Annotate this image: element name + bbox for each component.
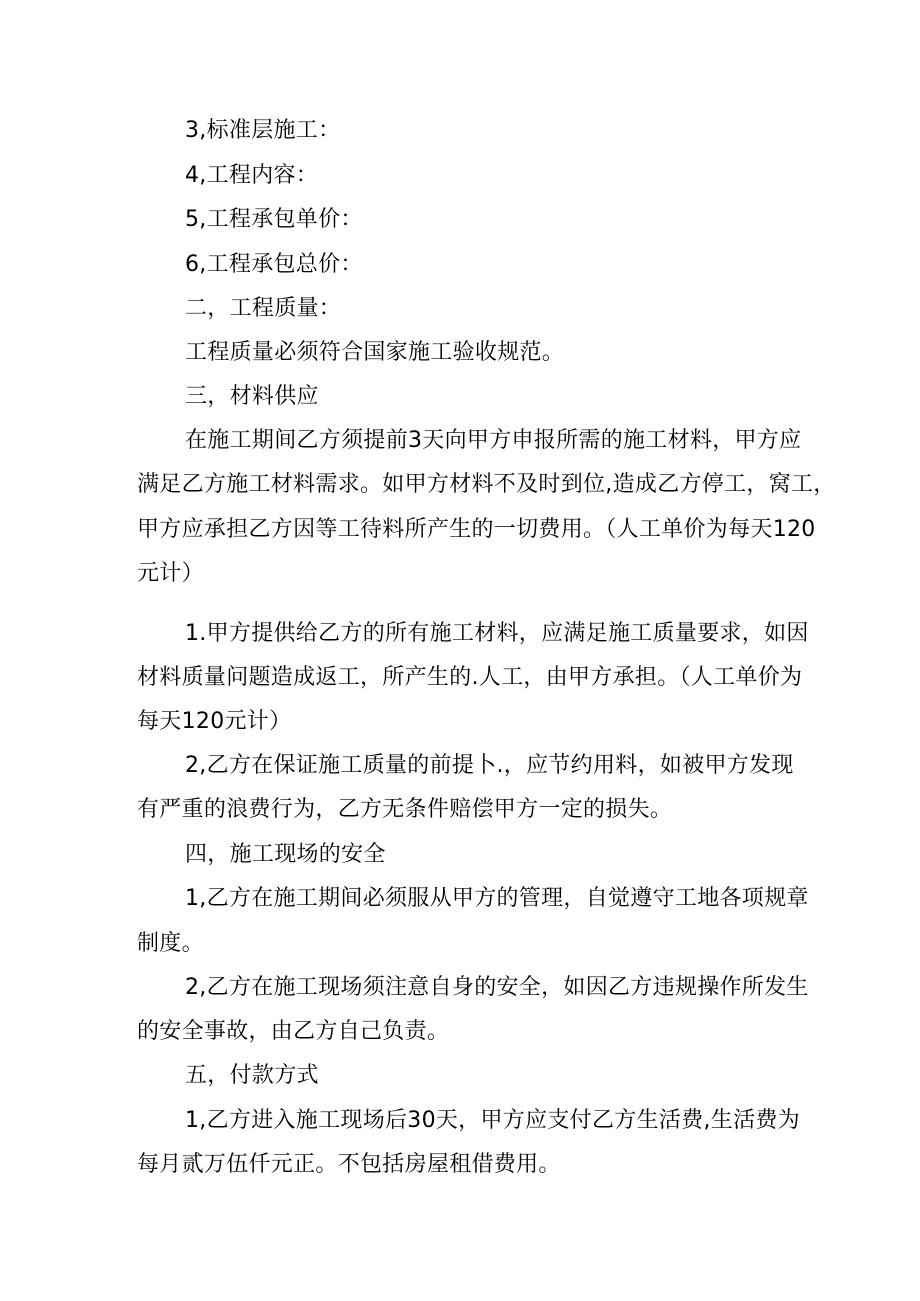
item-3-standard-floor: 3,标准层施工： [185,118,341,143]
item-5-unit-price: 5,工程承包单价： [185,207,363,232]
safety-item-1-line-1: 1,乙方在施工期间必须服从甲方的管理，自觉遵守工地各项规章 [185,886,809,911]
materials-item-2-line-2: 有严重的浪费行为，乙方无条件赔偿甲方一定的损失。 [137,797,673,822]
safety-item-2-line-2: 的安全事故，由乙方自己负责。 [137,1019,450,1044]
section-heading-safety: 四，施工现场的安全 [185,842,386,867]
item-6-total-price: 6,工程承包总价： [185,252,363,277]
safety-item-2-line-1: 2,乙方在施工现场须注意自身的安全，如因乙方违规操作所发生 [185,975,809,1000]
section-heading-payment: 五，付款方式 [185,1063,319,1088]
materials-paragraph-line-4: 元计） [137,561,204,586]
materials-item-1-line-2: 材料质量问题造成返工，所产生的.人工，由甲方承担。（人工单价为 [137,665,803,690]
payment-item-1-line-2: 每月贰万伍仟元正。不包括房屋租借费用。 [137,1152,561,1177]
payment-item-1-line-1: 1,乙方进入施工现场后30天，甲方应支付乙方生活费,生活费为 [185,1108,800,1133]
materials-item-1-line-1: 1.甲方提供给乙方的所有施工材料，应满足施工质量要求，如因 [185,621,809,646]
materials-item-2-line-1: 2,乙方在保证施工质量的前提卜.，应节约用料，如被甲方发现 [185,753,794,778]
item-4-work-content: 4,工程内容： [185,163,319,188]
materials-paragraph-line-3: 甲方应承担乙方因等工待料所产生的一切费用。（人工单价为每天120 [137,517,816,542]
materials-paragraph-line-2: 满足乙方施工材料需求。如甲方材料不及时到位,造成乙方停工，窝工， [137,472,836,497]
materials-item-1-line-3: 每天120元计） [137,709,292,734]
quality-paragraph: 工程质量必须符合国家施工验收规范。 [185,340,565,365]
section-heading-quality: 二，工程质量： [185,296,342,321]
materials-paragraph-line-1: 在施工期间乙方须提前3天向甲方申报所需的施工材料，甲方应 [185,428,802,453]
section-heading-materials: 三，材料供应 [185,384,319,409]
safety-item-1-line-2: 制度。 [137,931,204,956]
